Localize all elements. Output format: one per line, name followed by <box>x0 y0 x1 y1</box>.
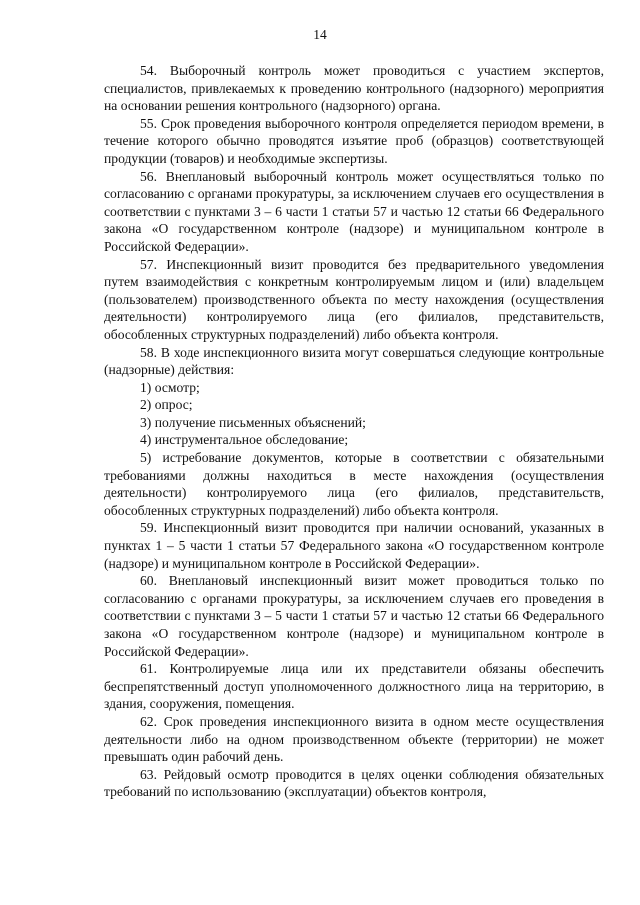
list-item-document-request: 5) истребование документов, которые в соответствии с обязательными требованиями должны находиться в месте нахождения (осуществления деятельности) контролируемого лица (его филиалов, представительств, обособленных структурных подразделений) либо объекта контроля. <box>104 450 604 518</box>
list-item-inspection: 1) осмотр; <box>140 379 200 395</box>
list-item-written-explanations: 3) получение письменных объяснений; <box>140 414 366 430</box>
paragraph-63: 63. Рейдовый осмотр проводится в целях оценки соблюдения обязательных требований по использованию (эксплуатации) объектов контроля, <box>104 766 604 800</box>
paragraph-57: 57. Инспекционный визит проводится без предварительного уведомления путем взаимодействия с конкретным контролируемым лицом и (или) владельцем (пользователем) производственного объекта по месту нахождения (осуществления деятельности) контролируемого лица (его филиалов, представительств, обособленных структурных подразделений) либо объекта контроля. <box>104 256 604 342</box>
list-item-survey: 2) опрос; <box>140 397 193 413</box>
paragraph-59: 59. Инспекционный визит проводится при наличии оснований, указанных в пунктах 1 – 5 части 1 статьи 57 Федерального закона «О государственном контроле (надзоре) и муниципальном контроле в Российской Федерации». <box>104 520 604 571</box>
document-body <box>104 62 604 801</box>
page-number: 14 <box>313 27 327 42</box>
list-item-instrumental-examination: 4) инструментальное обследование; <box>140 432 349 448</box>
paragraph-56: 56. Внеплановый выборочный контроль может осуществляться только по согласованию с органами прокуратуры, за исключением случаев его осуществления в соответствии с пунктами 3 – 6 части 1 статьи 57 и частью 12 статьи 66 Федерального закона «О государственном контроле (надзоре) и муниципальном контроле в Российской Федерации». <box>104 168 604 254</box>
paragraph-62: 62. Срок проведения инспекционного визита в одном месте осуществления деятельности либо на одном производственном объекте (территории) не может превышать один рабочий день. <box>104 713 604 765</box>
paragraph-58: 58. В ходе инспекционного визита могут совершаться следующие контрольные (надзорные) действия: <box>104 344 604 378</box>
paragraph-54: 54. Выборочный контроль может проводиться с участием экспертов, специалистов, привлекаемых к проведению контрольного (надзорного) мероприятия на основании решения контрольного (надзорного) органа. <box>104 63 604 114</box>
paragraph-60: 60. Внеплановый инспекционный визит может проводиться только по согласованию с органами прокуратуры, за исключением случаев его проведения в соответствии с пунктами 3 – 5 части 1 статьи 57 и частью 12 статьи 66 Федерального закона «О государственном контроле (надзоре) и муниципальном контроле в Российской Федерации». <box>104 573 604 659</box>
paragraph-61: 61. Контролируемые лица или их представители обязаны обеспечить беспрепятственный доступ уполномоченного должностного лица на территорию, в здания, сооружения, помещения. <box>104 661 604 712</box>
paragraph-55: 55. Срок проведения выборочного контроля определяется периодом времени, в течение которого обычно проводятся изъятие проб (образцов) соответствующей продукции (товаров) и необходимые экспертизы. <box>104 115 604 166</box>
